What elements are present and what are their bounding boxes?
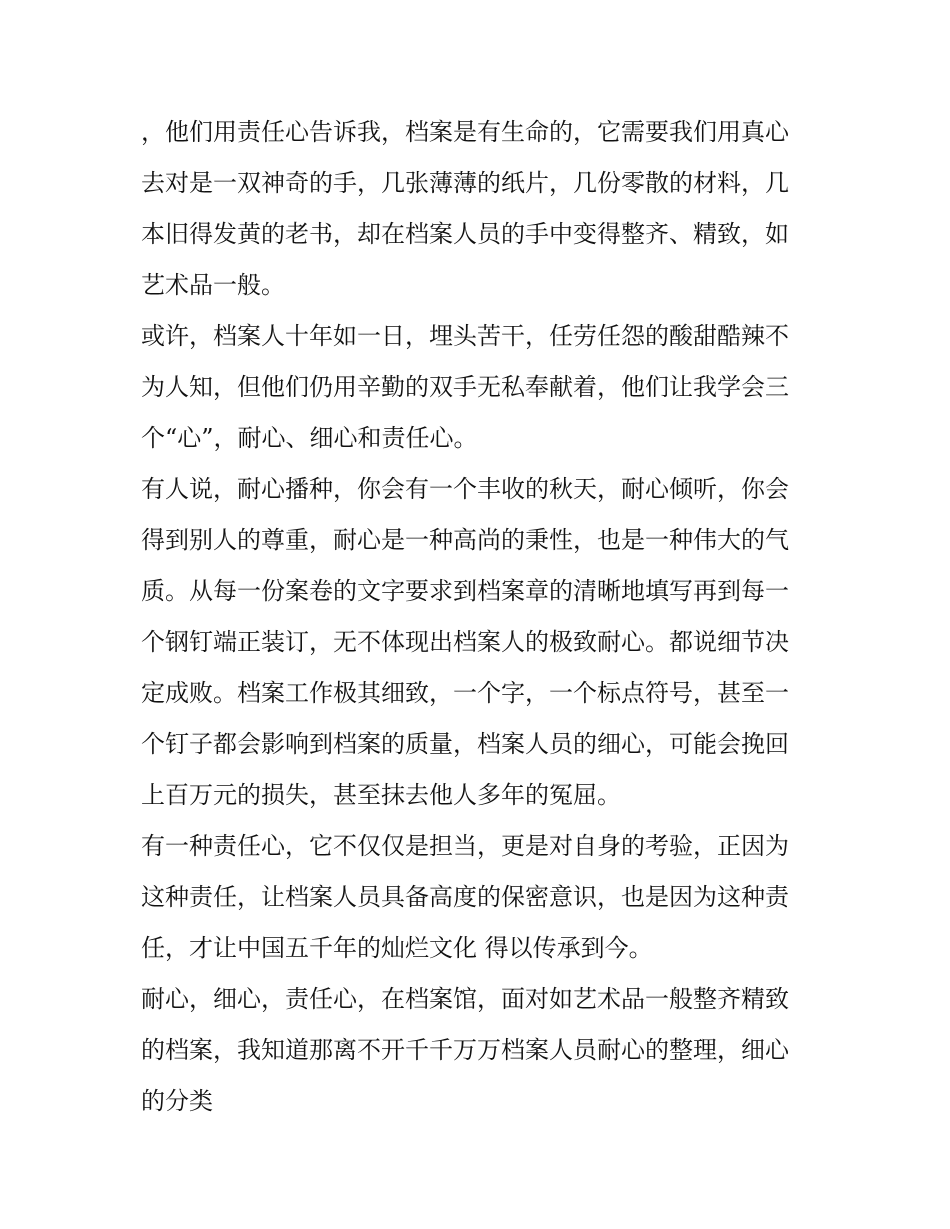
paragraph-2 bbox=[141, 311, 813, 464]
text-line: 质。从每一份案卷的文字要求到档案章的清晰地填写再到每一 bbox=[141, 577, 789, 605]
text-line: 的分类 bbox=[141, 1087, 213, 1115]
document-body bbox=[141, 107, 813, 1127]
text-line: 或许，档案人十年如一日，埋头苦干，任劳任怨的酸甜酷辣不 bbox=[141, 322, 789, 350]
text-line: 上百万元的损失，甚至抹去他人多年的冤屈。 bbox=[141, 781, 621, 809]
text-line: 定成败。档案工作极其细致，一个字，一个标点符号，甚至一 bbox=[141, 679, 789, 707]
text-line: 去对是一双神奇的手，几张薄薄的纸片，几份零散的材料，几 bbox=[141, 169, 789, 197]
text-line: 得到别人的尊重，耐心是一种高尚的秉性，也是一种伟大的气 bbox=[141, 526, 789, 554]
paragraph-4 bbox=[141, 821, 813, 974]
text-line: ，他们用责任心告诉我，档案是有生命的，它需要我们用真心 bbox=[141, 118, 789, 146]
text-line: 个钉子都会影响到档案的质量，档案人员的细心，可能会挽回 bbox=[141, 730, 789, 758]
text-line: 个钢钉端正装订，无不体现出档案人的极致耐心。都说细节决 bbox=[141, 628, 789, 656]
text-line: 任，才让中国五千年的灿烂文化 得以传承到今。 bbox=[141, 934, 653, 962]
text-line: 艺术品一般。 bbox=[141, 271, 285, 299]
text-line: 耐心，细心，责任心，在档案馆，面对如艺术品一般整齐精致 bbox=[141, 985, 789, 1013]
text-line: 的档案，我知道那离不开千千万万档案人员耐心的整理，细心 bbox=[141, 1036, 789, 1064]
text-line: 有人说，耐心播种，你会有一个丰收的秋天，耐心倾听，你会 bbox=[141, 475, 789, 503]
text-line: 个“心”，耐心、细心和责任心。 bbox=[141, 424, 478, 452]
text-line: 有一种责任心，它不仅仅是担当，更是对自身的考验，正因为 bbox=[141, 832, 789, 860]
text-line: 这种责任，让档案人员具备高度的保密意识，也是因为这种责 bbox=[141, 883, 789, 911]
paragraph-1 bbox=[141, 107, 813, 311]
text-line: 为人知，但他们仍用辛勤的双手无私奉献着，他们让我学会三 bbox=[141, 373, 789, 401]
paragraph-3 bbox=[141, 464, 813, 821]
paragraph-5 bbox=[141, 974, 813, 1127]
text-line: 本旧得发黄的老书，却在档案人员的手中变得整齐、精致，如 bbox=[141, 220, 789, 248]
